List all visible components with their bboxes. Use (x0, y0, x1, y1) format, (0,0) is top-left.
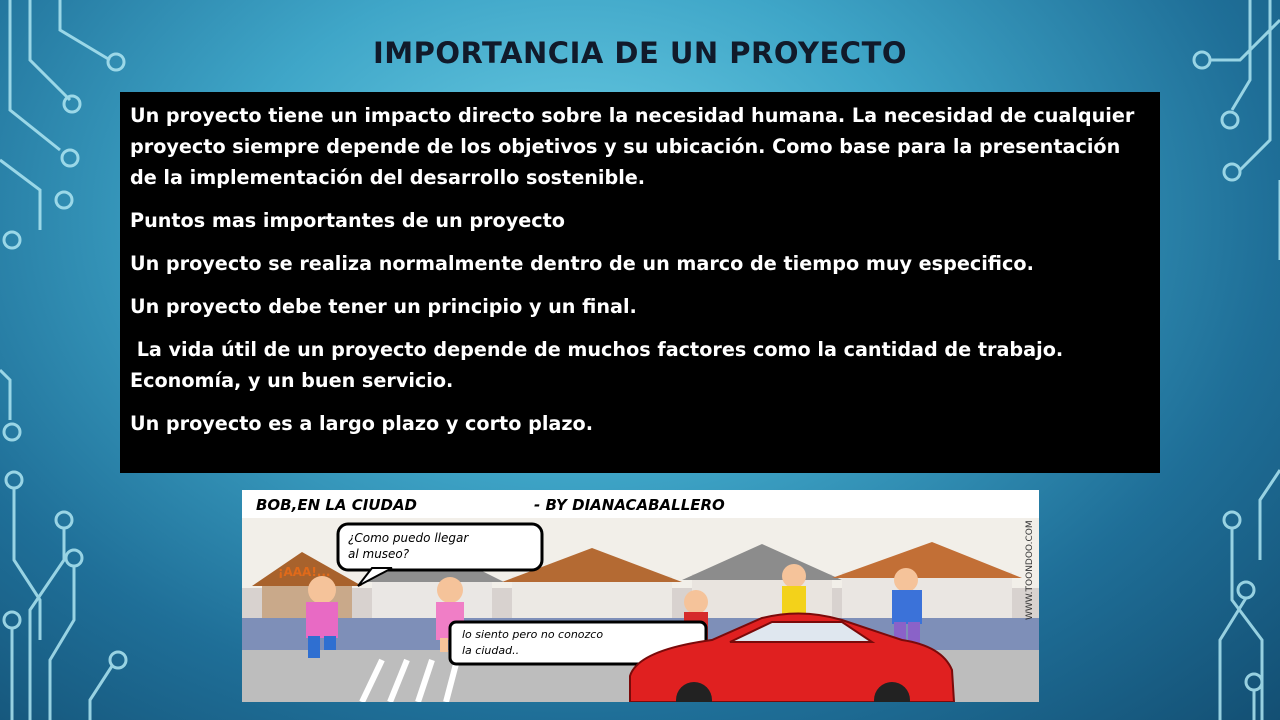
svg-text:la ciudad..: la ciudad.. (462, 644, 520, 657)
comic-watermark: WWW.TOONDOO.COM (1025, 520, 1035, 620)
svg-text:¿Como puedo llegar: ¿Como puedo llegar (348, 531, 469, 545)
content-box (120, 92, 1160, 473)
svg-text:al museo?: al museo? (348, 547, 410, 561)
slide-title: IMPORTANCIA DE UN PROYECTO (372, 36, 908, 70)
comic-image (242, 490, 1039, 702)
comic-header-left: BOB,EN LA CIUDAD (256, 496, 418, 514)
comic-header-right: - BY DIANACABALLERO (534, 496, 725, 514)
comic-exclaim: ¡AAA!... (278, 565, 331, 579)
paragraph-point-2: Un proyecto debe tener un principio y un final. (130, 295, 637, 318)
paragraph-heading: Puntos mas importantes de un proyecto (130, 209, 565, 232)
paragraph-point-3: La vida útil de un proyecto depende de muchos factores como la cantidad de trabajo. Economía, y un buen servicio. (130, 338, 1070, 392)
paragraph-point-1: Un proyecto se realiza normalmente dentro de un marco de tiempo muy especifico. (130, 252, 1034, 275)
svg-text:lo siento pero no conozco: lo siento pero no conozco (462, 628, 604, 641)
paragraph-intro: Un proyecto tiene un impacto directo sobre la necesidad humana. La necesidad de cualquier proyecto siempre depende de los objetivos y su ubicación. Como base para la presentación de la implementación del desarrollo sostenible. (130, 104, 1135, 189)
paragraph-point-4: Un proyecto es a largo plazo y corto plazo. (130, 412, 593, 435)
